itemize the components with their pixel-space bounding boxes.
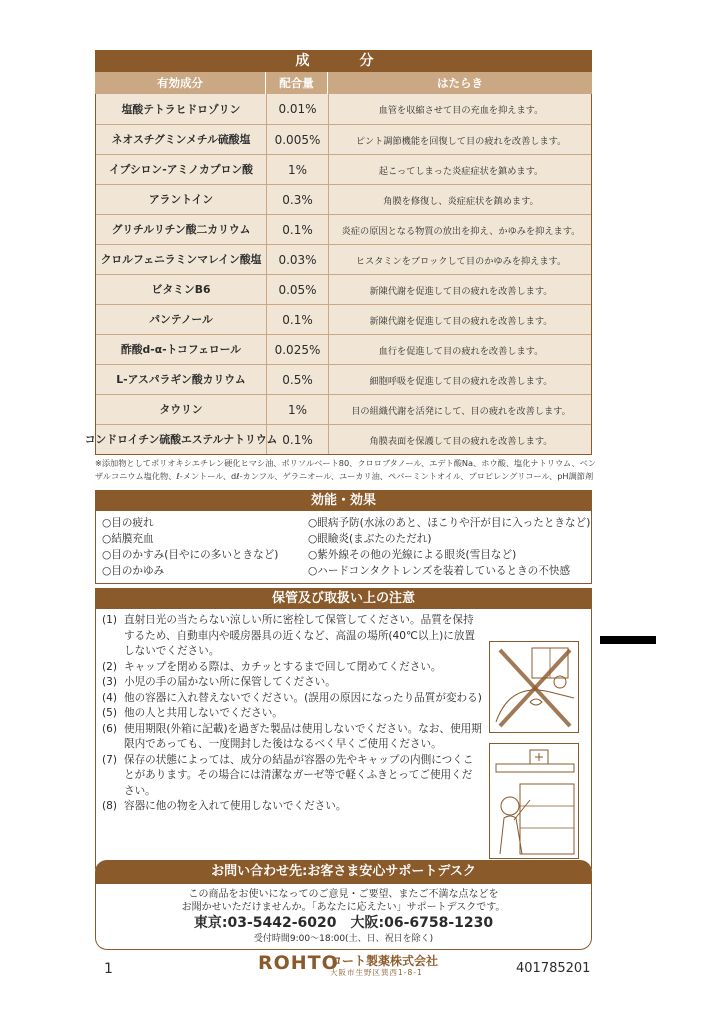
ingredient-name: イプシロン-アミノカプロン酸	[109, 163, 253, 176]
efficacy-item: ○紫外線その他の光線による眼炎(雪目など)	[308, 549, 517, 561]
item-text: 他の人と共用しないでください。	[124, 707, 283, 719]
item-text: 容器に他の物を入れて使用しないでください。	[124, 800, 347, 812]
ingredient-name: 酢酸d-α-トコフェロール	[120, 343, 242, 356]
ingredient-amount: 0.025%	[266, 335, 328, 364]
item-number: (4)	[102, 691, 118, 704]
ingredients-table	[84, 94, 592, 455]
ingredient-name: ビタミンB6	[151, 283, 211, 296]
item-number: (8)	[102, 800, 118, 812]
child-reach-illustration	[489, 743, 579, 859]
table-row	[96, 394, 591, 424]
document-code: 401785201	[516, 961, 591, 976]
list-item	[102, 706, 482, 722]
ingredient-effect: 炎症の原因となる物質の放出を抑え、かゆみを抑えます。	[328, 215, 593, 244]
contact-line1: この商品をお使いになってのご意見・ご要望、またご不満な点などを	[188, 889, 499, 900]
ingredient-amount: 1%	[266, 155, 328, 184]
ingredient-amount: 0.1%	[266, 425, 328, 454]
efficacy-item: ○目のかすみ(目やにの多いときなど)	[102, 549, 279, 561]
ingredients-section	[84, 50, 597, 483]
efficacy-item: ○ハードコンタクトレンズを装着しているときの不快感	[308, 565, 571, 577]
ingredient-amount: 0.005%	[266, 125, 328, 154]
logo-text: ROHTO	[258, 952, 339, 974]
efficacy-list	[95, 511, 592, 584]
item-number: (3)	[102, 676, 118, 688]
ingredient-effect: 血行を促進して目の疲れを改善します。	[328, 335, 593, 364]
contact-box	[95, 884, 592, 950]
table-row	[96, 304, 591, 334]
ingredient-name: アラントイン	[148, 193, 214, 206]
table-row	[96, 334, 591, 364]
list-item	[102, 675, 482, 691]
efficacy-item: ○目のかゆみ	[102, 565, 165, 577]
item-number: (1)	[102, 614, 118, 626]
ingredient-effect: 目の組織代謝を活発にして、目の疲れを改善します。	[328, 395, 593, 424]
ingredient-name: タウリン	[159, 403, 203, 416]
ingredient-amount: 0.5%	[266, 365, 328, 394]
ingredient-amount: 0.1%	[266, 215, 328, 244]
company-info	[330, 954, 438, 978]
ingredient-effect: 血管を収縮させて目の充血を抑えます。	[328, 94, 593, 124]
header-name: 有効成分	[157, 76, 203, 90]
ingredient-effect: 角膜を修復し、炎症症状を鎮めます。	[328, 185, 593, 214]
efficacy-section	[95, 490, 592, 584]
company-address: 大阪市生野区巽西1-8-1	[330, 968, 423, 977]
contact-title: お問い合わせ先:お客さま安心サポートデスク	[95, 860, 592, 884]
item-text: キャップを閉める際は、カチッとするまで回して閉めてください。	[124, 660, 442, 673]
efficacy-item: ○眼病予防(水泳のあと、ほこりや汗が目に入ったときなど)	[308, 517, 591, 529]
list-item	[102, 691, 482, 707]
ingredient-amount: 0.01%	[266, 94, 328, 124]
list-item	[102, 613, 482, 660]
contact-section	[95, 860, 592, 950]
table-row	[96, 184, 591, 214]
table-row	[96, 244, 591, 274]
ingredient-name: グリチルリチン酸二カリウム	[111, 223, 251, 236]
storage-section	[95, 588, 592, 869]
contact-hours: 受付時間9:00～18:00(土、日、祝日を除く)	[253, 934, 434, 944]
ingredient-effect: ヒスタミンをブロックして目のかゆみを抑えます。	[328, 245, 593, 274]
company-name: ロート製薬株式会社	[330, 954, 439, 968]
ingredient-name: コンドロイチン硫酸エステルナトリウム	[84, 433, 278, 446]
ingredient-amount: 1%	[266, 395, 328, 424]
ingredients-header	[95, 72, 592, 94]
item-number: (5)	[102, 707, 118, 719]
item-number: (6)	[102, 722, 118, 735]
ingredient-effect: 新陳代謝を促進して目の疲れを改善します。	[328, 275, 593, 304]
table-row	[96, 94, 591, 124]
ingredient-effect: 細胞呼吸を促進して目の疲れを改善します。	[328, 365, 593, 394]
item-text: 保存の状態によっては、成分の結晶が容器の先やキャップの内側につくことがあります。その場合には清潔なガーゼ等で軽くふきとってご使用ください。	[124, 753, 474, 797]
item-number: (2)	[102, 660, 118, 673]
storage-list	[102, 613, 482, 815]
table-row	[96, 214, 591, 244]
table-row	[96, 124, 591, 154]
efficacy-item: ○眼瞼炎(まぶたのただれ)	[308, 533, 432, 545]
ingredient-effect: 角膜表面を保護して目の疲れを改善します。	[328, 425, 593, 454]
list-item	[102, 753, 482, 800]
ingredient-name: クロルフェニラミンマレイン酸塩	[100, 253, 262, 266]
item-text: 直射日光の当たらない涼しい所に密栓して保管してください。品質を保持するため、自動車内や暖房器具の近くなど、高温の場所(40℃以上)に放置しないでください。	[124, 614, 476, 657]
efficacy-title: 効能・効果	[95, 490, 592, 511]
ingredient-effect: 新陳代謝を促進して目の疲れを改善します。	[328, 305, 593, 334]
ingredient-amount: 0.05%	[266, 275, 328, 304]
rohto-logo	[258, 952, 339, 974]
black-index-mark	[600, 636, 656, 644]
efficacy-item: ○目の疲れ	[102, 517, 154, 529]
item-text: 小児の手の届かない所に保管してください。	[124, 676, 336, 688]
ingredient-name: パンテノール	[149, 313, 213, 326]
ingredient-amount: 0.1%	[266, 305, 328, 334]
ingredient-effect: ピント調節機能を回復して目の疲れを改善します。	[328, 125, 593, 154]
list-item	[102, 722, 482, 753]
list-item	[102, 799, 482, 815]
table-row	[84, 424, 591, 454]
ingredient-effect: 起こってしまった炎症症状を鎮めます。	[328, 155, 593, 184]
item-text: 他の容器に入れ替えないでください。(誤用の原因になったり品質が変わる)	[124, 691, 482, 704]
table-row	[96, 364, 591, 394]
hot-car-illustration	[489, 641, 579, 733]
storage-title: 保管及び取扱い上の注意	[95, 588, 592, 609]
ingredients-title: 成 分	[95, 50, 592, 72]
header-effect: はたらき	[327, 72, 592, 94]
page-number: 1	[104, 961, 113, 977]
ingredient-amount: 0.03%	[266, 245, 328, 274]
item-text: 使用期限(外箱に記載)を過ぎた製品は使用しないでください。なお、使用期限内であっても、一度開封した後はなるべく早くご使用ください。	[124, 722, 482, 750]
item-number: (7)	[102, 753, 118, 766]
header-amount: 配合量	[265, 72, 327, 94]
ingredient-name: 塩酸テトラヒドロゾリン	[121, 102, 241, 116]
ingredient-name: ネオスチグミンメチル硫酸塩	[111, 133, 251, 146]
table-row	[96, 274, 591, 304]
contact-phones: 東京:03-5442-6020 大阪:06-6758-1230	[193, 915, 494, 931]
additives-note: ※添加物としてポリオキシエチレン硬化ヒマシ油、ポリソルベート80、クロロブタノール、エデト酸Na、ホウ酸、塩化ナトリウム、ベンザルコニウム塩化物、ℓ-メントール、dℓ-カンフル、ゲラニオール、ユーカリ油、ペパーミントオイル、プロピレングリコール、pH調節剤	[95, 458, 597, 481]
ingredient-name: L-アスパラギン酸カリウム	[116, 373, 246, 386]
storage-box	[95, 609, 592, 869]
contact-line2: お聞かせいただけませんか。「あなたに応えたい」サポートデスクです。	[181, 902, 506, 913]
table-row	[96, 154, 591, 184]
list-item	[102, 660, 482, 676]
efficacy-item: ○結膜充血	[102, 533, 154, 545]
ingredient-amount: 0.3%	[266, 185, 328, 214]
